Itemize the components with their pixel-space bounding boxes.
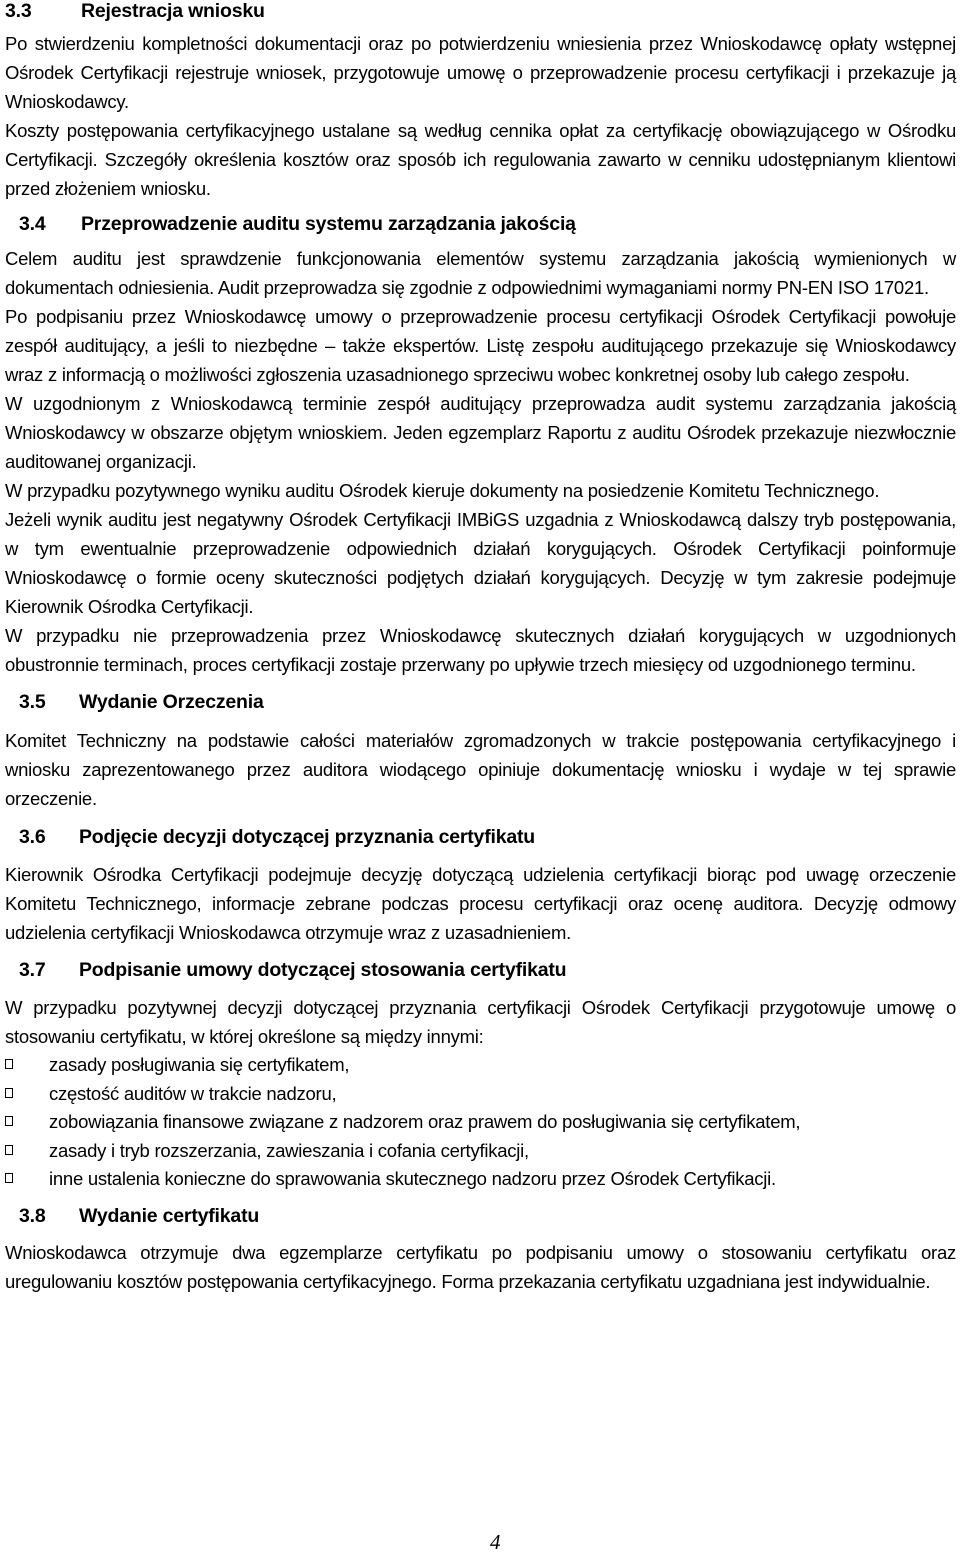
list-item-text: inne ustalenia konieczne do sprawowania skutecznego nadzoru przez Ośrodek Certyfikacji. (49, 1168, 776, 1190)
square-bullet-icon (5, 1145, 13, 1155)
list-item (5, 1051, 956, 1080)
requirements-list (5, 1051, 956, 1194)
section-number: 3.6 (19, 826, 46, 848)
square-bullet-icon (5, 1059, 13, 1069)
paragraph: W przypadku pozytywnego wyniku auditu Ośrodek kieruje dokumenty na posiedzenie Komitetu Technicznego. (5, 480, 880, 501)
section-title: Przeprowadzenie auditu systemu zarządzania jakością (81, 213, 576, 235)
section-heading-3-3 (5, 0, 956, 26)
list-item (5, 1137, 956, 1166)
list-item (5, 1165, 956, 1194)
section-heading-3-8 (5, 1205, 956, 1233)
document-page (5, 0, 956, 1296)
paragraph: W przypadku nie przeprowadzenia przez Wnioskodawcę skutecznych działań korygujących w uzgodnionych obustronnie terminach, proces certyfikacji zostaje przerwany po upływie trzech miesięcy od uzgodnionego terminu. (5, 625, 956, 675)
section-heading-3-4 (5, 213, 956, 239)
paragraph: Celem auditu jest sprawdzenie funkcjonowania elementów systemu zarządzania jakością wymienionych w dokumentach odniesienia. Audit przeprowadza się zgodnie z odpowiednimi wymaganiami normy PN-EN ISO 17021. (5, 248, 956, 298)
section-heading-3-7 (5, 959, 956, 987)
page-number: 4 (490, 1530, 501, 1554)
paragraph: Koszty postępowania certyfikacyjnego ustalane są według cennika opłat za certyfikację obowiązującego w Ośrodku Certyfikacji. Szczegóły określenia kosztów oraz sposób ich regulowania zawarto w cenniku udostępnianym klientowi przed złożeniem wniosku. (5, 120, 956, 199)
list-item-text: zasady posługiwania się certyfikatem, (49, 1054, 350, 1075)
section-title: Wydanie certyfikatu (79, 1204, 260, 1227)
section-heading-3-5 (5, 691, 956, 719)
paragraph: Wnioskodawca otrzymuje dwa egzemplarze certyfikatu po podpisaniu umowy o stosowaniu certyfikatu oraz uregulowaniu kosztów postępowania certyfikacyjnego. Forma przekazania certyfikatu uzgadniana jest indywidualnie. (5, 1241, 956, 1292)
paragraph: W przypadku pozytywnej decyzji dotyczącej przyznania certyfikacji Ośrodek Certyfikacji przygotowuje umowę o stosowaniu certyfikatu, w której określone są między innymi: (5, 997, 956, 1047)
list-item-text: zobowiązania finansowe związane z nadzorem oraz prawem do posługiwania się certyfikatem, (49, 1111, 801, 1133)
paragraph: Jeżeli wynik auditu jest negatywny Ośrodek Certyfikacji IMBiGS uzgadnia z Wnioskodawcą dalszy tryb postępowania, w tym ewentualnie przeprowadzenie odpowiednich działań korygujących. Ośrodek Certyfikacji poinformuje Wnioskodawcę o formie oceny skuteczności podjętych działań korygujących. Decyzję w tym zakresie podejmuje Kierownik Ośrodka Certyfikacji. (5, 509, 956, 617)
square-bullet-icon (5, 1088, 13, 1098)
section-heading-3-6 (5, 826, 956, 854)
section-number: 3.5 (19, 691, 46, 713)
section-number: 3.3 (5, 0, 32, 22)
list-item-text: zasady i tryb rozszerzania, zawieszania i cofania certyfikacji, (49, 1139, 529, 1161)
square-bullet-icon (5, 1173, 13, 1183)
paragraph: Kierownik Ośrodka Certyfikacji podejmuje decyzję dotyczącą udzielenia certyfikacji biorąc pod uwagę orzeczenie Komitetu Technicznego, informacje zebrane podczas procesu certyfikacji oraz ocenę auditora. Decyzję odmowy udzielenia certyfikacji Wnioskodawca otrzymuje wraz z uzasadnieniem. (5, 864, 956, 943)
section-title: Podjęcie decyzji dotyczącej przyznania certyfikatu (79, 826, 536, 848)
square-bullet-icon (5, 1116, 13, 1126)
section-title: Wydanie Orzeczenia (79, 691, 264, 713)
list-item (5, 1080, 956, 1109)
paragraph: W uzgodnionym z Wnioskodawcą terminie zespół auditujący przeprowadza audit systemu zarządzania jakością Wnioskodawcy w obszarze objętym wnioskiem. Jeden egzemplarz Raportu z auditu Ośrodek przekazuje niezwłocznie auditowanej organizacji. (5, 393, 956, 472)
paragraph: Komitet Techniczny na podstawie całości materiałów zgromadzonych w trakcie postępowania certyfikacyjnego i wniosku zaprezentowanego przez auditora wiodącego opiniuje dokumentację wniosku i wydaje w tej sprawie orzeczenie. (5, 730, 956, 809)
section-title: Podpisanie umowy dotyczącej stosowania certyfikatu (79, 959, 567, 981)
paragraph: Po podpisaniu przez Wnioskodawcę umowy o przeprowadzenie procesu certyfikacji Ośrodek Certyfikacji powołuje zespół auditujący, a jeśli to niezbędne – także ekspertów. Listę zespołu auditującego przekazuje się Wnioskodawcy wraz z informacją o możliwości zgłoszenia uzasadnionego sprzeciwu wobec konkretnej osoby lub całego zespołu. (5, 306, 956, 385)
section-number: 3.4 (19, 213, 46, 235)
section-title: Rejestracja wniosku (81, 0, 265, 22)
list-item (5, 1108, 956, 1137)
list-item-text: częstość auditów w trakcie nadzoru, (49, 1082, 337, 1104)
section-number: 3.7 (19, 959, 46, 981)
paragraph: Po stwierdzeniu kompletności dokumentacji oraz po potwierdzeniu wniesienia przez Wnioskodawcę opłaty wstępnej Ośrodek Certyfikacji rejestruje wniosek, przygotowuje umowę o przeprowadzenie procesu certyfikacji i przekazuje ją Wnioskodawcy. (5, 33, 956, 112)
section-number: 3.8 (19, 1204, 46, 1227)
